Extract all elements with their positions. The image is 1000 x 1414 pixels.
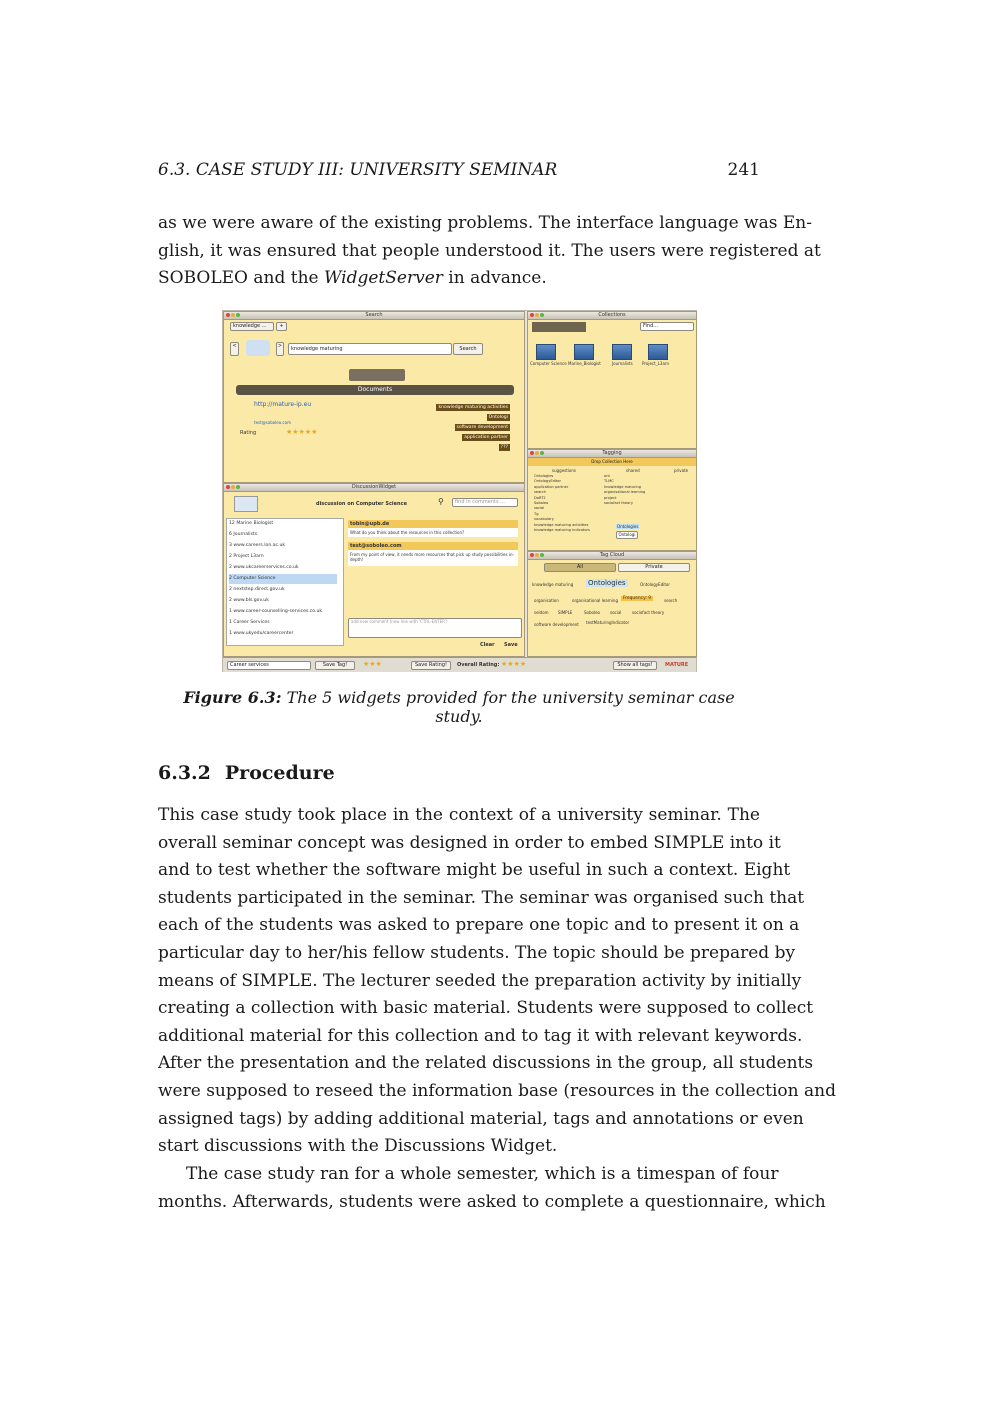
text-line: months. Afterwards, students were asked to complete a questionnaire, which	[158, 1191, 826, 1212]
discussion-window-title: DiscussionWidget	[351, 484, 397, 490]
list-item[interactable]: 2 www.ukcareerservices.co.uk	[229, 565, 299, 570]
text-line: each of the students was asked to prepare one topic and to present it on a	[158, 915, 800, 936]
save-rating-button[interactable]: Save Rating!	[411, 661, 451, 670]
cloud-tag[interactable]: testMaturingIndicator	[586, 620, 630, 625]
cloud-tag[interactable]: sociofact theory	[632, 610, 665, 615]
collections-window-title: Collections	[598, 312, 626, 318]
section-header: 6.3. CASE STUDY III: UNIVERSITY SEMINAR	[158, 160, 558, 180]
collection-label[interactable]: Marine_Biologist	[568, 361, 601, 366]
show-all-tags-button[interactable]: Show all tags!	[613, 661, 657, 670]
list-item[interactable]: 3 www.careers.lon.ac.uk	[229, 543, 286, 548]
text-line: were supposed to reseed the information base (resources in the collection and	[158, 1080, 836, 1101]
doc-tag[interactable]: knowledge maturing activities	[438, 405, 508, 410]
tagcloud-widget	[527, 551, 697, 657]
list-item[interactable]: 2 Project L3arn	[229, 554, 264, 559]
suggestion-list[interactable]: Ontologies OntologyEditor application partner search DaRT2 Soboleo social Tg vocabulary knowledge maturing activities knowledge maturing indicators	[534, 474, 590, 533]
tagging-widget	[527, 449, 697, 551]
search-widget	[223, 311, 525, 483]
text-line: start discussions with the Discussions Widget.	[158, 1136, 558, 1157]
text-line: additional material for this collection and to tag it with relevant keywords.	[158, 1025, 803, 1046]
next-icon[interactable]: >	[276, 342, 284, 356]
shared-list[interactable]: ont TLMC knowledge maturing organisational learning project sociofact theory	[604, 474, 646, 506]
cloud-tag[interactable]: OntologyEditor	[640, 582, 671, 587]
selected-tag[interactable]: Ontologies	[617, 524, 639, 529]
text-line: glish, it was ensured that people understood it. The users were registered at	[158, 240, 821, 261]
text-line: After the presentation and the related discussions in the group, all students	[158, 1053, 814, 1074]
msg2-author: test@soboleo.com	[350, 543, 402, 549]
doc-tag[interactable]: application partner	[464, 435, 508, 440]
rating-bar	[223, 657, 696, 672]
search-dropdown[interactable]: knowledge ...	[230, 322, 274, 331]
page-number: 241	[727, 160, 760, 180]
text-line: This case study took place in the context of a university seminar. The	[158, 805, 760, 825]
discussion-widget	[223, 483, 525, 657]
add-button[interactable]: +	[276, 322, 287, 331]
folder-icon[interactable]	[574, 344, 594, 360]
users-icon	[246, 340, 270, 356]
msg2-text: From my point of view, it needs more resources that pick up study possibilities in-depth!	[350, 552, 514, 562]
list-item[interactable]: 2 nextstep.direct.gov.uk	[229, 587, 285, 592]
collection-label[interactable]: Journalists	[612, 361, 633, 366]
view-switcher[interactable]	[349, 369, 405, 381]
text-line: students participated in the seminar. The seminar was organised such that	[158, 887, 805, 908]
collections-toolbar[interactable]	[532, 322, 586, 332]
list-item[interactable]: 1 www.career-counselling-services.co.uk	[229, 609, 323, 614]
msg1-text: What do you think about the resources in this collection?	[350, 530, 465, 535]
list-item[interactable]: 2 www.bls.gov.uk	[229, 598, 269, 603]
overall-rating-label: Overall Rating:	[457, 662, 500, 668]
comment-search-input[interactable]: find in comments ...	[452, 498, 518, 507]
text-line: as we were aware of the existing problems. The interface language was En-	[158, 213, 812, 233]
tag-input[interactable]: Ontologi	[616, 531, 638, 539]
tagging-window-title: Tagging	[602, 450, 622, 456]
cloud-tag[interactable]: social	[610, 610, 622, 615]
overall-rating-stars: ★★★★	[501, 660, 527, 668]
collection-label[interactable]: Computer Science	[530, 361, 567, 366]
cloud-tag[interactable]: SIMPLE	[558, 610, 573, 615]
cloud-tag[interactable]: seidom	[534, 610, 549, 615]
collections-widget	[527, 311, 697, 449]
drop-zone[interactable]: Drop Collection Here	[528, 458, 696, 466]
new-comment-input[interactable]: add new comment (new line with 'CTRL-ENTER')	[348, 618, 522, 638]
folder-icon[interactable]	[612, 344, 632, 360]
text-line: assigned tags) by adding additional material, tags and annotations or even	[158, 1108, 804, 1129]
tag-rating-stars[interactable]: ★★★	[363, 660, 382, 668]
cloud-tag[interactable]: organisation	[534, 598, 559, 603]
rating-label: Rating	[240, 430, 257, 436]
figure-caption	[158, 688, 760, 726]
frequency-tooltip: Frequency: 9	[623, 596, 652, 601]
discussion-heading: discussion on Computer Science	[316, 501, 407, 507]
intro-paragraph	[158, 210, 821, 293]
cloud-tag[interactable]: software development	[534, 622, 579, 627]
procedure-paragraph	[158, 802, 836, 1161]
list-item[interactable]: 6 Journalists	[229, 532, 258, 537]
cloud-tag[interactable]: Ontologies	[588, 579, 626, 587]
collection-label[interactable]: Project_L3arn	[642, 361, 670, 366]
doc-tag[interactable]: software development	[456, 425, 508, 430]
cloud-tag[interactable]: Soboleo	[584, 610, 600, 615]
doc-tag[interactable]: ???	[500, 445, 508, 450]
folder-icon[interactable]	[536, 344, 556, 360]
text-line: creating a collection with basic material. Students were supposed to collect	[158, 998, 814, 1019]
text-line: particular day to her/his fellow students. The topic should be prepared by	[158, 942, 796, 963]
search-window-title: Search	[365, 312, 383, 318]
running-head	[158, 160, 760, 184]
cloud-tag[interactable]: search	[664, 598, 678, 603]
cloud-tag[interactable]: organisational learning	[572, 598, 619, 603]
tab-private[interactable]: Private	[618, 563, 690, 572]
prev-icon[interactable]: <	[230, 342, 239, 356]
documents-header: Documents	[236, 385, 514, 395]
cloud-tag[interactable]: knowledge maturing	[532, 582, 574, 587]
clear-button[interactable]: Clear	[480, 642, 495, 648]
private-column: private	[674, 468, 689, 473]
folder-icon[interactable]	[648, 344, 668, 360]
text-line: The case study ran for a whole semester, which is a timespan of four	[186, 1164, 779, 1184]
final-paragraph	[158, 1161, 826, 1216]
section-heading	[158, 762, 335, 784]
tagcloud-window-title: Tag Cloud	[599, 552, 625, 558]
msg1-author: tobin@upb.de	[350, 521, 390, 527]
section-number: 6.3.2	[158, 762, 211, 784]
text-line: means of SIMPLE. The lecturer seeded the preparation activity by initially	[158, 970, 802, 991]
search-button[interactable]: Search	[453, 343, 483, 355]
text-line: overall seminar concept was designed in order to embed SIMPLE into it	[158, 832, 781, 853]
rating-stars[interactable]: ★★★★★	[286, 428, 318, 436]
doc-user-email[interactable]: test@soboleo.com	[254, 420, 291, 425]
doc-tag[interactable]: Ontologi	[488, 415, 508, 420]
shared-column: shared	[626, 468, 640, 473]
tab-all[interactable]: All	[544, 563, 616, 572]
list-item[interactable]: 1 Career Services	[229, 620, 270, 625]
suggestions-column: suggestions	[552, 468, 576, 473]
caption-text: The 5 widgets provided for the university seminar case study.	[281, 688, 735, 726]
list-item[interactable]: 1 www.ukyedu/careercenter	[229, 631, 294, 636]
list-item-selected[interactable]: 2 Computer Science	[229, 574, 337, 584]
text-line: and to test whether the software might be useful in such a context. Eight	[158, 860, 791, 881]
save-tag-button[interactable]: Save Tag!	[315, 661, 355, 670]
back-icon[interactable]	[234, 496, 258, 512]
discussion-list[interactable]	[226, 518, 344, 646]
mature-logo: MATURE	[665, 662, 689, 668]
save-button[interactable]: Save	[504, 642, 518, 648]
list-item[interactable]: 12 Marine Biologist	[229, 521, 274, 526]
tag-name-input[interactable]: Career services	[227, 661, 311, 670]
section-title: Procedure	[224, 762, 335, 784]
search-input[interactable]: knowledge maturing	[288, 343, 452, 355]
search-icon[interactable]: ⚲	[438, 497, 444, 506]
caption-label: Figure 6.3:	[183, 688, 282, 707]
figure-screenshot	[222, 310, 697, 672]
text-line: SOBOLEO and the WidgetServer in advance.	[158, 268, 547, 289]
doc-url-link[interactable]: http://mature-ip.eu	[254, 401, 312, 408]
find-input[interactable]: Find...	[640, 322, 694, 331]
